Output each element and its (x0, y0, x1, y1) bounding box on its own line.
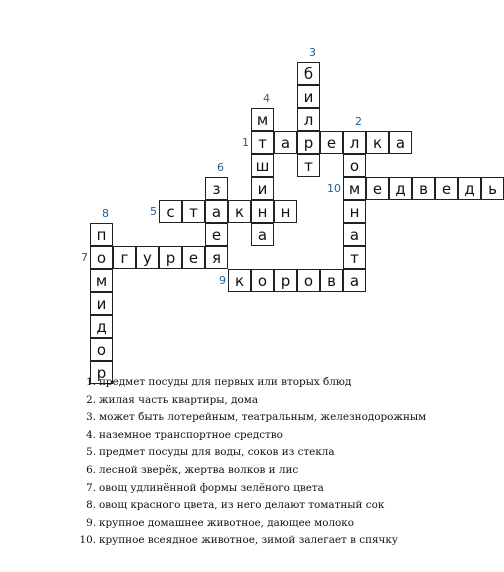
clue-item: 10. крупное всеядное животное, зимой залегает в спячку (79, 534, 399, 547)
grid-cell: т (251, 131, 274, 154)
clue-item: 4. наземное транспортное средство (86, 428, 283, 441)
clue-number: 8 (102, 207, 109, 220)
grid-cell: а (389, 131, 412, 154)
clue-number: 1 (242, 136, 249, 149)
clue-item: 2. жилая часть квартиры, дома (86, 393, 259, 406)
grid-cell: л (343, 131, 366, 154)
grid-cell: в (320, 269, 343, 292)
grid-cell: а (274, 131, 297, 154)
clue-list (76, 374, 466, 550)
grid-cell: а (343, 269, 366, 292)
grid-cell: е (435, 177, 458, 200)
clue-number: 10 (327, 182, 341, 195)
grid-cell: л (297, 108, 320, 131)
clue-item: 3. может быть лотерейным, театральным, железнодорожным (86, 411, 427, 424)
grid-cell: ь (481, 177, 504, 200)
clue-item: 8. овощ красного цвета, из него делают томатный сок (86, 499, 385, 512)
grid-cell: д (458, 177, 481, 200)
grid-cell: к (228, 269, 251, 292)
grid-cell: е (320, 131, 343, 154)
grid-cell: с (159, 200, 182, 223)
grid-cell: н (251, 200, 274, 223)
clue-number: 4 (263, 92, 270, 105)
grid-cell: а (251, 223, 274, 246)
grid-cell: я (205, 246, 228, 269)
grid-cell: в (412, 177, 435, 200)
grid-cell: б (297, 62, 320, 85)
grid-cell: к (366, 131, 389, 154)
grid-cell: е (366, 177, 389, 200)
grid-cell: д (90, 315, 113, 338)
grid-cell: м (343, 177, 366, 200)
grid-cell: п (90, 223, 113, 246)
clue-item: 5. предмет посуды для воды, соков из стекла (86, 446, 335, 459)
clue-number: 2 (355, 115, 362, 128)
clue-item: 6. лесной зверёк, жертва волков и лис (86, 463, 299, 476)
grid-cell: и (297, 85, 320, 108)
grid-cell: т (182, 200, 205, 223)
grid-cell: м (90, 269, 113, 292)
grid-cell: о (90, 338, 113, 361)
clue-number: 9 (219, 274, 226, 287)
grid-cell: т (297, 154, 320, 177)
grid-cell: о (297, 269, 320, 292)
grid-cell: т (343, 246, 366, 269)
grid-cell: з (205, 177, 228, 200)
grid-cell: о (251, 269, 274, 292)
grid-cell: у (136, 246, 159, 269)
grid-cell: н (343, 200, 366, 223)
clue-number: 7 (81, 251, 88, 264)
grid-cell: р (159, 246, 182, 269)
grid-cell: к (228, 200, 251, 223)
grid-cell: м (251, 108, 274, 131)
grid-cell: и (90, 292, 113, 315)
grid-cell: р (90, 361, 113, 384)
clue-item: 1. предмет посуды для первых или вторых блюд (86, 376, 352, 388)
grid-cell: г (113, 246, 136, 269)
grid-cell: е (205, 223, 228, 246)
clue-number: 6 (217, 161, 224, 174)
grid-cell: о (90, 246, 113, 269)
grid-cell: о (343, 154, 366, 177)
grid-cell: р (274, 269, 297, 292)
clue-number: 5 (150, 205, 157, 218)
grid-cell: р (297, 131, 320, 154)
grid-cell: ш (251, 154, 274, 177)
grid-cell: и (251, 177, 274, 200)
clue-item: 7. овощ удлинённой формы зелёного цвета (86, 481, 324, 494)
grid-cell: а (205, 200, 228, 223)
grid-cell: а (343, 223, 366, 246)
clue-number: 3 (309, 46, 316, 59)
grid-cell: н (274, 200, 297, 223)
grid-cell: д (389, 177, 412, 200)
grid-cell: е (182, 246, 205, 269)
clue-item: 9. крупное домашнее животное, дающее молоко (86, 516, 355, 529)
